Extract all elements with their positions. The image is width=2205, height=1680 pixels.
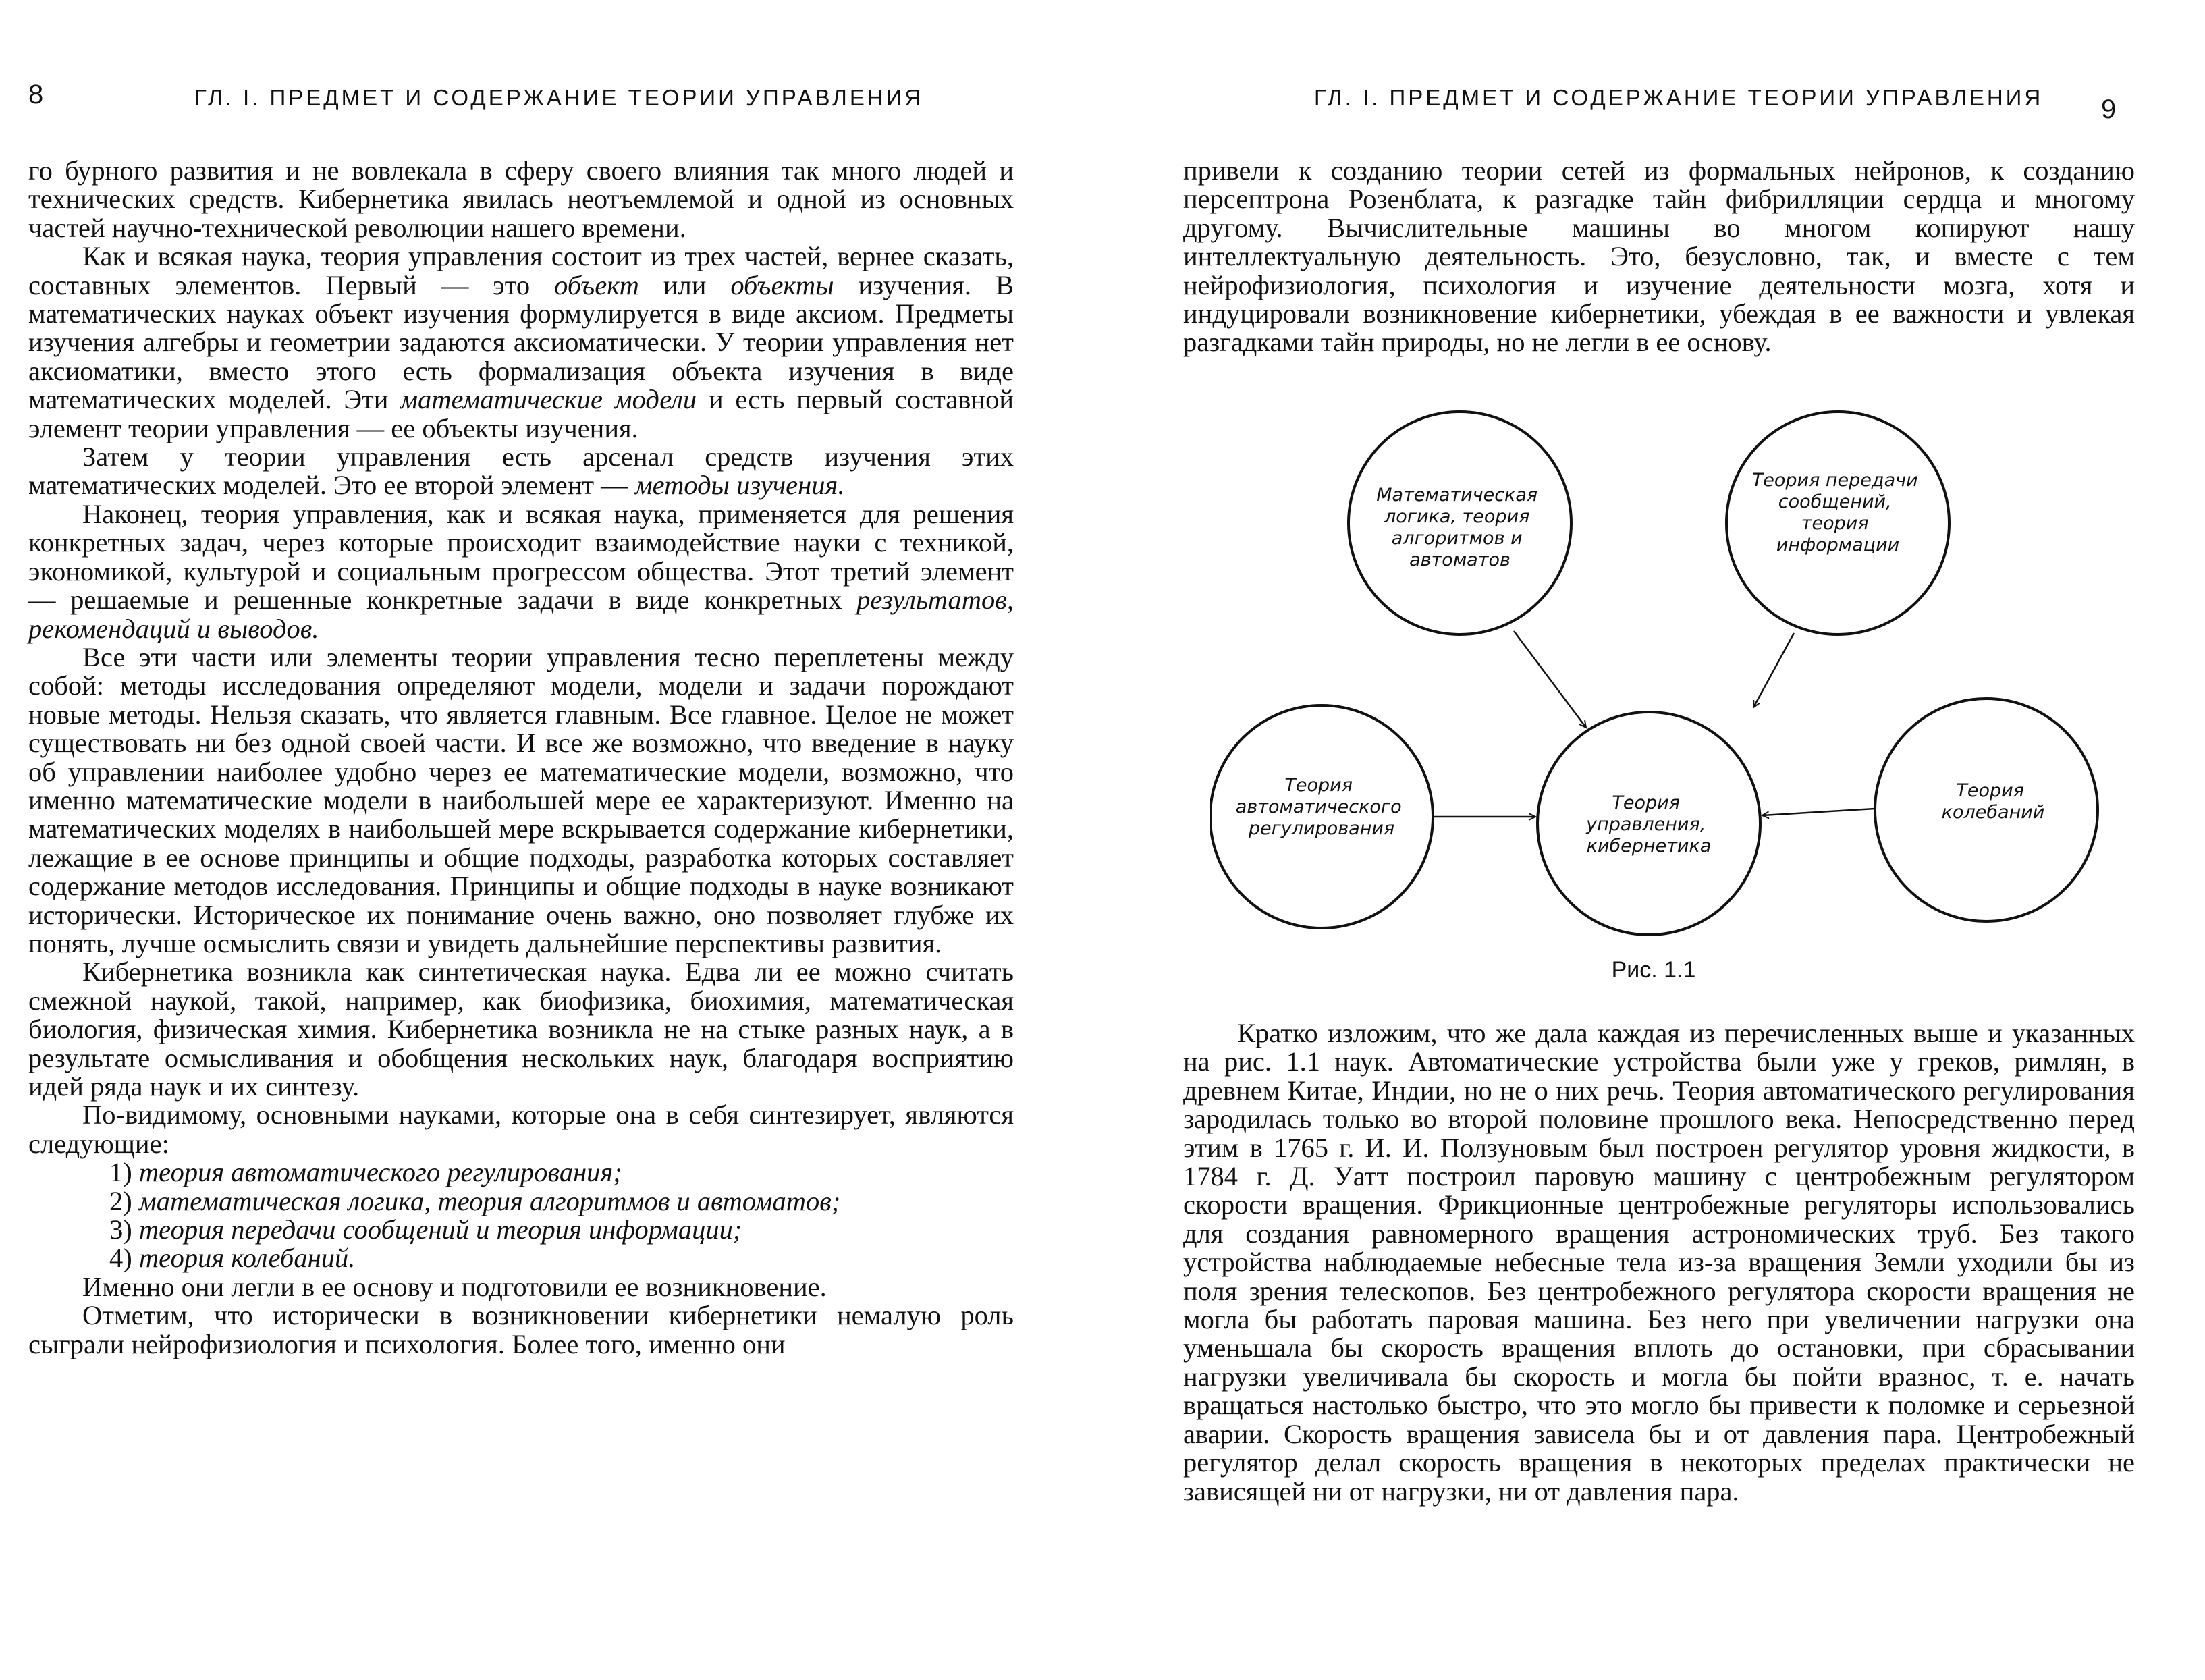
running-head: ГЛ. I. ПРЕДМЕТ И СОДЕРЖАНИЕ ТЕОРИИ УПРАВЛЕНИЯ	[194, 85, 924, 110]
page-number: 9	[2101, 94, 2117, 124]
paragraph: Кибернетика возникла как синтетическая наука. Едва ли ее можно считать смежной наукой, такой, например, как биофизика, биохимия, математическая биология, физическая химия. Кибернетика возникла не на стыке разных наук, а в результате осмысливания и обобщения нескольких наук, благодаря восприятию идей ряда наук и их синтезу.	[28, 956, 1014, 1102]
paragraph: По-видимому, основными науками, которые она в себя синтезирует, являются следующие:	[28, 1100, 1014, 1159]
paragraph: Как и всякая наука, теория управления состоит из трех частей, вернее сказать, составных элементов. Первый — это объект или объекты изучения. В математических науках объект изучения формулируется в виде аксиом. Предметы изучения алгебры и геометрии задаются аксиоматически. У теории управления нет аксиоматики, вместо этого есть формализация объекта изучения в виде математических моделей. Эти математические модели и есть первый составной элемент теории управления — ее объекты изучения.	[28, 241, 1014, 443]
right-body-text-bottom	[1183, 1019, 2135, 1506]
list-item: 3) теория передачи сообщений и теория информации;	[109, 1214, 742, 1245]
list-item: 1) теория автоматического регулирования;	[109, 1157, 622, 1188]
label-math-logic: Математическая логика, теория алгоритмов и автоматов	[1376, 485, 1538, 570]
paragraph: Наконец, теория управления, как и всякая наука, применяется для решения конкретных задач, через которые происходит взаимодействие науки с техникой, экономикой, культурой и социальным прогрессом общества. Этот третий элемент — решаемые и решенные конкретные задачи в виде конкретных результатов, рекомендаций и выводов.	[28, 498, 1014, 644]
left-body-text	[28, 157, 1014, 1359]
label-cybernetics: Теория управления, кибернетика	[1586, 792, 1712, 857]
paragraph: привели к созданию теории сетей из формальных нейронов, к созданию персептрона Розенблата, к разгадке тайн фибрилляции сердца и многому другому. Вычислительные машины во многом копируют нашу интеллектуальную деятельность. Это, безусловно, так, и вместе с тем нейрофизиология, психология и изучение деятельности мозга, хотя и индуцировали возникновение кибернетики, убеждая в ее важности и увлекая разгадками тайн природы, но не легли в ее основу.	[1183, 155, 2135, 358]
right-page	[1102, 0, 2205, 1680]
label-oscillations: Теория колебаний	[1941, 780, 2045, 823]
arrow-math-to-center	[1514, 631, 1586, 728]
label-auto-regulation: Теория автоматического регулирования	[1235, 775, 1402, 839]
paragraph: Все эти части или элементы теории управления тесно переплетены между собой: методы исследования определяют модели, модели и задачи порождают новые методы. Нельзя сказать, что является главным. Все главное. Целое не может существовать ни без одной своей части. И все же возможно, что введение в науку об управлении наиболее удобно через ее математические модели, возможно, что именно математические модели в наибольшей мере ее характеризуют. Именно на математических моделях в наибольшей мере вскрывается содержание кибернетики, лежащие в ее основе принципы и общие подходы, разработка которых составляет содержание методов исследования. Принципы и общие подходы в науке возникают исторически. Историческое их понимание очень важно, оно позволяет глубже их понять, лучше осмыслить связи и увидеть дальнейшие перспективы развития.	[28, 641, 1014, 958]
list-item: 2) математическая логика, теория алгоритмов и автоматов;	[109, 1185, 841, 1216]
left-page	[0, 0, 1102, 1680]
label-info-theory: Теория передачи сообщений, теория информации	[1751, 470, 1918, 556]
figure-1-1	[1210, 385, 2101, 945]
paragraph: Отметим, что исторически в возникновении кибернетики немалую роль сыграли нейрофизиология и психология. Более того, именно они	[28, 1300, 1014, 1359]
arrow-info-to-center	[1753, 633, 1794, 707]
paragraph: Именно они легли в ее основу и подготовили ее возникновение.	[82, 1271, 827, 1302]
paragraph: Затем у теории управления есть арсенал средств изучения этих математических моделей. Это ее второй элемент — методы изучения.	[28, 441, 1014, 501]
paragraph: Кратко изложим, что же дала каждая из перечисленных выше и указанных на рис. 1.1 наук. Автоматические устройства были уже у греков, римлян, в древнем Китае, Индии, но не о них речь. Теория автоматического регулирования зародилась только во второй половине прошлого века. Непосредственно перед этим в 1765 г. И. И. Ползуновым был построен регулятор уровня жидкости, в 1784 г. Д. Уатт построил паровую машину с центробежным регулятором скорости вращения. Фрикционные центробежные регуляторы использовались для создания равномерного вращения астрономических труб. Без такого устройства наблюдаемые небесные тела из-за вращения Земли уходили бы из поля зрения телескопов. Без центробежного регулятора скорости вращения не могла бы работать паровая машина. Без него при увеличении нагрузки она уменьшала бы скорость вращения вплоть до остановки, при сбрасывании нагрузки увеличивала бы скорость и могла бы пойти вразнос, т. е. начать вращаться настолько быстро, что это могло бы привести к поломке и серьезной аварии. Скорость вращения зависела бы и от давления пара. Центробежный регулятор делал скорость вращения в некоторых пределах практически не зависящей ни от нагрузки, ни от давления пара.	[1183, 1018, 2135, 1507]
right-body-text-top	[1183, 157, 2135, 357]
list-item: 4) теория колебаний.	[109, 1243, 356, 1274]
page-number: 8	[28, 80, 44, 109]
paragraph: го бурного развития и не вовлекала в сферу своего влияния так много людей и технических средств. Кибернетика явилась неотъемлемой и одной из основных частей научно-технической революции нашего времени.	[28, 155, 1014, 243]
running-head: ГЛ. I. ПРЕДМЕТ И СОДЕРЖАНИЕ ТЕОРИИ УПРАВЛЕНИЯ	[1314, 85, 2044, 110]
arrow-right-to-center	[1762, 809, 1875, 815]
figure-caption: Рис. 1.1	[1611, 957, 1696, 983]
diagram	[1210, 385, 2101, 945]
